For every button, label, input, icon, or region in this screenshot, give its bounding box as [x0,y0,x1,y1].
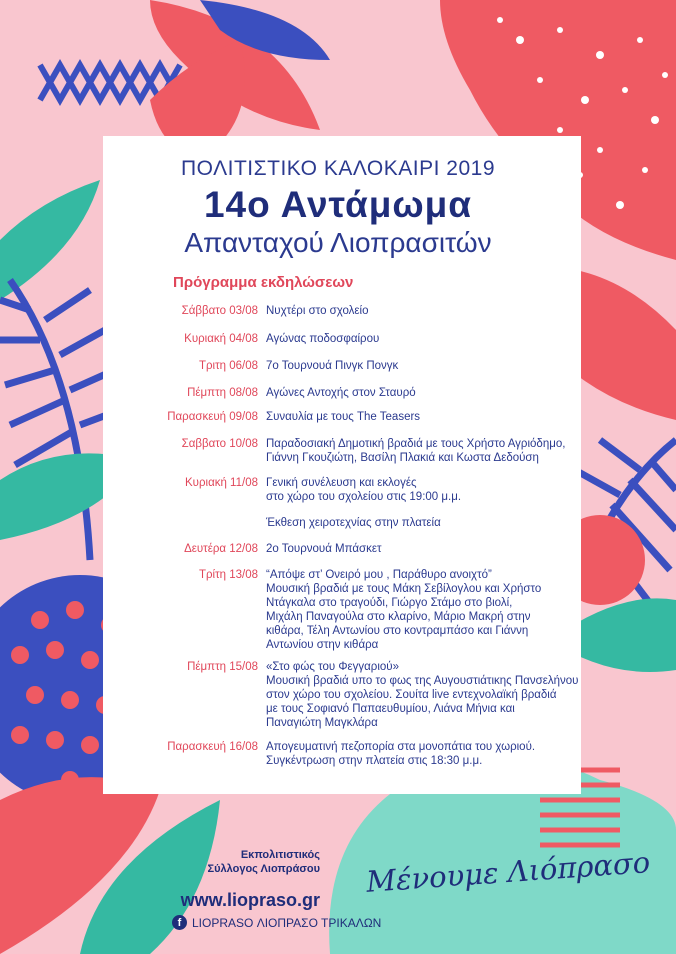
event-date: Πέμπτη 15/08 [187,661,258,673]
website-link[interactable]: www.liopraso.gr [180,890,320,910]
event-date: Τρίτη 13/08 [198,569,258,581]
event-text: Αγώνες Αντοχής στον Σταυρό [266,387,416,399]
slogan: Μένουμε Λιόπρασο [365,845,652,899]
event-text: Παραδοσιακή Δημοτική βραδιά με τους Χρήστο Αγριόδημο, Γιάννη Γκουζιώτη, Βασίλη Πλακιά και Κωστα Δεδούση [266,438,566,464]
event-date: Δευτέρα 12/08 [184,543,258,555]
event-date: Κυριακή 04/08 [184,333,258,345]
event-subtitle: ΠΟΛΙΤΙΣΤΙΚΟ ΚΑΛΟΚΑΙΡΙ 2019 [181,157,495,180]
event-text: 2ο Τουρνουά Μπάσκετ [266,543,382,555]
facebook-label: LIOPRASO ΛΙΟΠΡΑΣΟ ΤΡΙΚΑΛΩΝ [192,915,382,930]
event-text: Συναυλία με τους The Teasers [266,411,421,423]
event-date: Παρασκευή 16/08 [167,741,258,753]
event-text: Γενική συνέλευση και εκλογές στο χώρο του σχολείου στις 19:00 μ.μ. [266,477,462,503]
organizer-name [160,848,320,876]
event-date: Παρασκευή 09/08 [167,411,258,423]
event-text: Απογευματινή πεζοπορία στα μονοπάτια του χωριού. Συγκέντρωση στην πλατεία στις 18:30 μ.μ. [266,741,536,767]
program-heading: Πρόγραμμα εκδηλώσεων [173,274,354,291]
event-text: “Απόψε στ’ Ονειρό μου , Παράθυρο ανοιχτό” Μουσική βραδιά με τους Μάκη Σεβίλογλου και Χρήστο Ντάγκαλα στο τραγούδι, Γιώργο Στάμο στο βιολί, Μιχάλη Παναγούλα στο κλαρίνο, Μάριο Μακρή στην κιθάρα, Τέλη Αντωνίου στο κοντραμπάσο και Γιάννη Αντωνίου στην κιθάρα [266,569,542,651]
event-title: 14ο Αντάμωμα [203,184,473,225]
organizer-line1: Εκπολιτιστικός [240,849,320,861]
event-date: Πέμπτη 08/08 [187,387,258,399]
facebook-link[interactable] [172,915,381,930]
event-date: Σάββατο 03/08 [181,305,258,317]
event-date: Τριτη 06/08 [198,360,258,372]
event-text: «Στο φώς του Φεγγαριού» Μουσική βραδιά υπο το φως της Αυγουστιάτικης Πανσελήνου στον χώρο του σχολείου. Σουίτα live εντεχνολαϊκή βραδιά με τους Σοφιανό Παπαευθυμίου, Λιάνα Μήνια και Παναγιώτη Μαγκλάρα [266,661,579,729]
organizer-line2: Σύλλογος Λιοπράσου [207,863,320,875]
event-text: 7ο Τουρνουά Πινγκ Πονγκ [266,360,399,372]
event-title-line2: Απανταχού Λιοπρασιτών [184,227,492,258]
event-text: Νυχτέρι στο σχολείο [266,305,369,317]
event-date: Κυριακή 11/08 [185,477,258,489]
event-text: Έκθεση χειροτεχνίας στην πλατεία [266,517,441,529]
facebook-icon: f [172,915,187,930]
event-text: Αγώνας ποδοσφαίρου [266,333,380,345]
event-date: Σαββατο 10/08 [181,438,258,450]
